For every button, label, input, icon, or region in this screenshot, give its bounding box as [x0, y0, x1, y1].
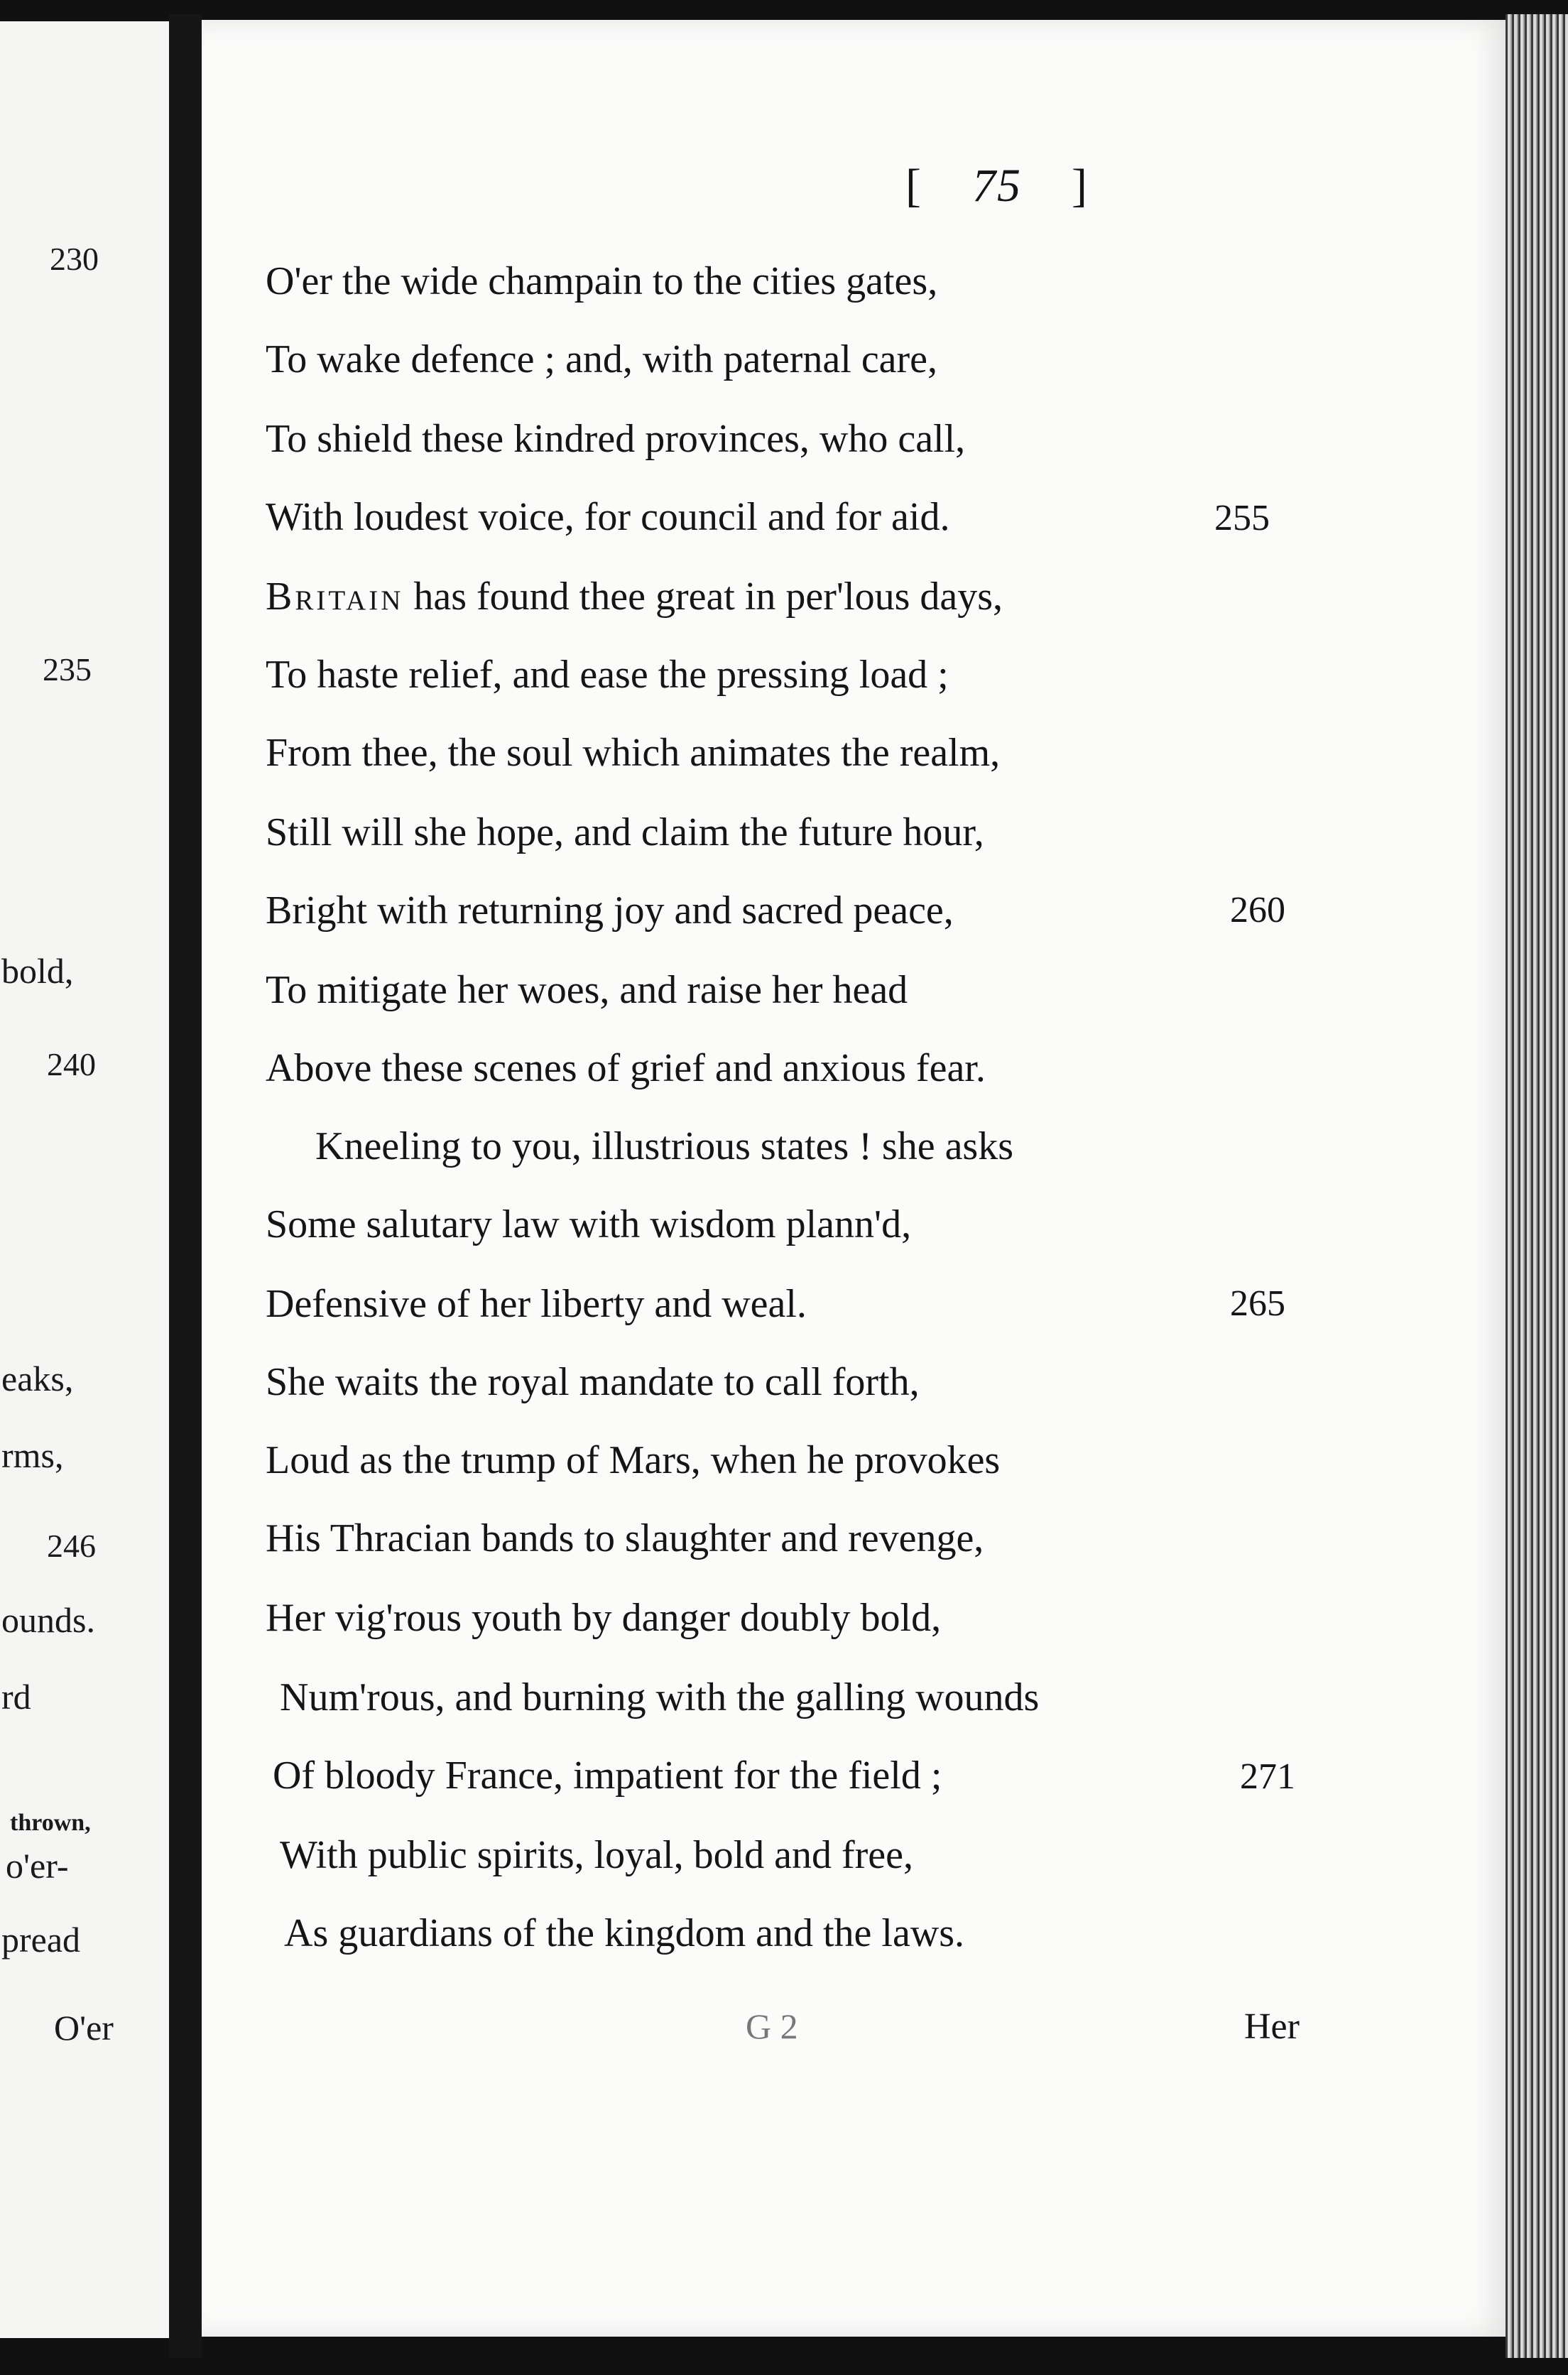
signature-mark: G 2 — [746, 2006, 798, 2046]
left-page-fragment — [0, 21, 169, 2338]
verse-line: His Thracian bands to slaughter and revenge, — [266, 1516, 984, 1560]
page-number-bracket-close: ] — [1072, 160, 1089, 212]
right-page — [202, 20, 1515, 2337]
left-text-fragment: rd — [1, 1677, 31, 1717]
page-header — [869, 159, 1125, 213]
verse-line: Loud as the trump of Mars, when he provokes — [266, 1438, 1001, 1482]
verse-line: Of bloody France, impatient for the field ; — [273, 1754, 942, 1798]
left-text-fragment: thrown, — [10, 1810, 91, 1836]
verse-line-rest: has found thee great in per'lous days, — [403, 575, 1003, 619]
verse-line: To shield these kindred provinces, who call, — [266, 417, 966, 461]
left-text-fragment: pread — [1, 1920, 81, 1960]
verse-line: To wake defence ; and, with paternal care, — [266, 337, 938, 381]
page-number: 75 — [972, 160, 1022, 212]
left-text-fragment: rms, — [1, 1435, 64, 1475]
left-line-number: 230 — [50, 241, 99, 277]
verse-line: To haste relief, and ease the pressing load ; — [266, 653, 949, 697]
verse-line: Defensive of her liberty and weal. — [266, 1282, 807, 1326]
left-line-number: 240 — [47, 1046, 96, 1082]
verse-line: As guardians of the kingdom and the laws. — [284, 1911, 965, 1955]
verse-line: She waits the royal mandate to call forth, — [266, 1360, 920, 1404]
line-number: 271 — [1240, 1756, 1295, 1797]
verse-line: Bright with returning joy and sacred peace, — [266, 888, 954, 933]
left-text-fragment: ounds. — [1, 1600, 95, 1640]
left-line-number: 235 — [43, 651, 92, 688]
verse-line — [266, 575, 1003, 619]
verse-line: To mitigate her woes, and raise her head — [266, 968, 908, 1012]
left-text-fragment: bold, — [1, 951, 74, 991]
line-number: 260 — [1230, 890, 1285, 930]
verse-line: Above these scenes of grief and anxious fear. — [266, 1046, 986, 1090]
verse-smallcaps-word: Britain — [266, 575, 404, 619]
catchword: Her — [1244, 2006, 1300, 2047]
left-line-number: 246 — [47, 1528, 96, 1564]
left-text-fragment: o'er- — [6, 1846, 69, 1886]
verse-line: With loudest voice, for council and for aid. — [266, 495, 950, 539]
verse-line: Her vig'rous youth by danger doubly bold, — [266, 1596, 942, 1640]
verse-line: Still will she hope, and claim the future hour, — [266, 810, 984, 854]
verse-line: O'er the wide champain to the cities gates, — [266, 259, 938, 303]
book-gutter — [169, 14, 202, 2358]
verse-line: From thee, the soul which animates the realm, — [266, 731, 1001, 775]
line-number: 265 — [1230, 1283, 1285, 1324]
left-catchword: O'er — [54, 2008, 114, 2048]
left-text-fragment: eaks, — [1, 1359, 74, 1398]
verse-line: Num'rous, and burning with the galling wounds — [280, 1675, 1040, 1719]
verse-line-indented: Kneeling to you, illustrious states ! she asks — [315, 1124, 1014, 1168]
verse-line: Some salutary law with wisdom plann'd, — [266, 1202, 912, 1246]
line-number: 255 — [1214, 498, 1270, 538]
verse-line: With public spirits, loyal, bold and free, — [280, 1833, 914, 1877]
page-number-bracket-open: [ — [905, 160, 922, 212]
page-edges — [1506, 14, 1568, 2358]
